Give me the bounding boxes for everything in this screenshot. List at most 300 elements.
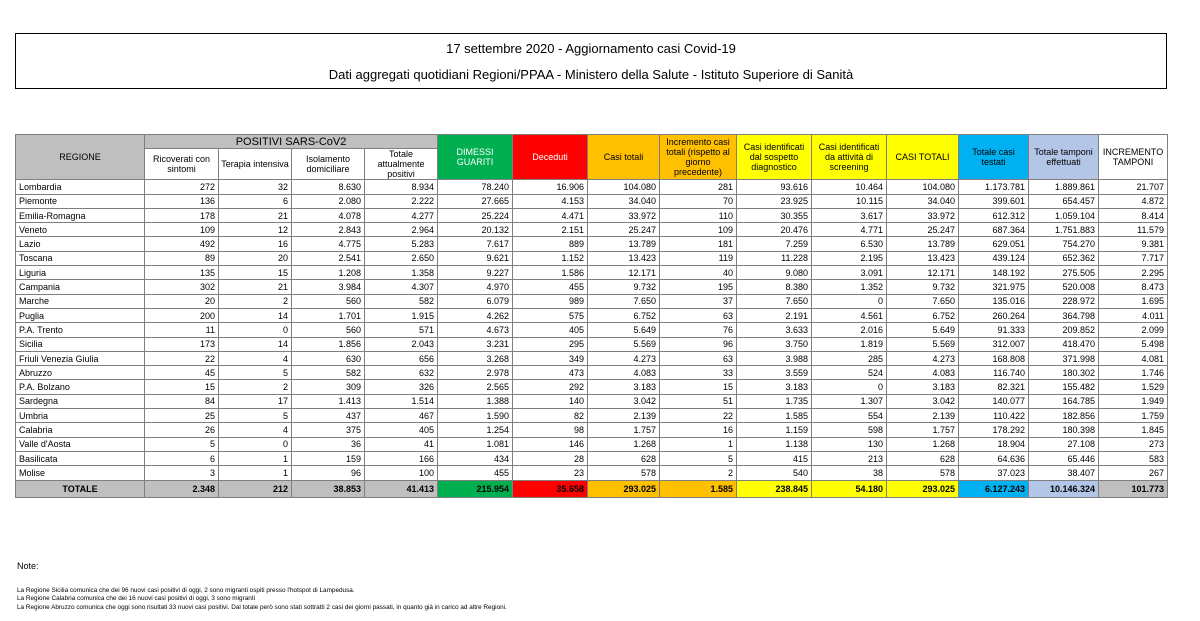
- cell-incremento: 281: [660, 180, 737, 194]
- cell-tamponi: 371.998: [1029, 351, 1099, 365]
- cell-incremento: 5: [660, 451, 737, 465]
- cell-terapia: 4: [219, 351, 292, 365]
- cell-casi-totali-2: 34.040: [887, 194, 959, 208]
- cell-isolamento: 1.856: [292, 337, 365, 351]
- cell-totale-positivi: 405: [365, 423, 438, 437]
- cell-casi-totali: 5.649: [588, 323, 660, 337]
- cell-isolamento: 560: [292, 294, 365, 308]
- cell-tamponi: 754.270: [1029, 237, 1099, 251]
- cell-screening: 1.352: [812, 280, 887, 294]
- cell-testati: 260.264: [959, 308, 1029, 322]
- cell-casi-totali: 4.273: [588, 351, 660, 365]
- cell-screening: 0: [812, 380, 887, 394]
- total-casi-totali-2: 293.025: [887, 480, 959, 497]
- cell-totale-positivi: 41: [365, 437, 438, 451]
- cell-isolamento: 4.078: [292, 208, 365, 222]
- cell-incremento-tamponi: 2.099: [1099, 323, 1168, 337]
- cell-totale-positivi: 656: [365, 351, 438, 365]
- cell-terapia: 0: [219, 437, 292, 451]
- cell-deceduti: 146: [513, 437, 588, 451]
- cell-sospetto: 415: [737, 451, 812, 465]
- table-row: [16, 380, 1168, 394]
- cell-terapia: 4: [219, 423, 292, 437]
- cell-casi-totali: 1.757: [588, 423, 660, 437]
- cell-testati: 37.023: [959, 466, 1029, 480]
- cell-incremento: 15: [660, 380, 737, 394]
- cell-incremento-tamponi: 267: [1099, 466, 1168, 480]
- cell-totale-positivi: 632: [365, 366, 438, 380]
- cell-totale-positivi: 571: [365, 323, 438, 337]
- cell-incremento-tamponi: 583: [1099, 451, 1168, 465]
- cell-testati: 18.904: [959, 437, 1029, 451]
- cell-ricoverati: 15: [145, 380, 219, 394]
- cell-sospetto: 3.183: [737, 380, 812, 394]
- cell-totale-positivi: 1.514: [365, 394, 438, 408]
- cell-sospetto: 20.476: [737, 223, 812, 237]
- cell-casi-totali-2: 3.042: [887, 394, 959, 408]
- cell-casi-totali-2: 5.649: [887, 323, 959, 337]
- cell-regione: Puglia: [16, 308, 145, 322]
- cell-sospetto: 11.228: [737, 251, 812, 265]
- header-screening: Casi identificati da attività di screening: [812, 135, 887, 180]
- cell-tamponi: 418.470: [1029, 337, 1099, 351]
- cell-testati: 1.173.781: [959, 180, 1029, 194]
- cell-testati: 82.321: [959, 380, 1029, 394]
- cell-ricoverati: 272: [145, 180, 219, 194]
- cell-incremento: 195: [660, 280, 737, 294]
- cell-dimessi: 4.262: [438, 308, 513, 322]
- cell-casi-totali: 104.080: [588, 180, 660, 194]
- header-positivi: POSITIVI SARS-CoV2: [145, 135, 438, 149]
- cell-terapia: 12: [219, 223, 292, 237]
- cell-deceduti: 98: [513, 423, 588, 437]
- cell-incremento-tamponi: 1.695: [1099, 294, 1168, 308]
- cell-terapia: 1: [219, 451, 292, 465]
- total-ricoverati: 2.348: [145, 480, 219, 497]
- header-incremento: Incremento casi totali (rispetto al giorno precedente): [660, 135, 737, 180]
- cell-isolamento: 8.630: [292, 180, 365, 194]
- cell-sospetto: 8.380: [737, 280, 812, 294]
- cell-tamponi: 209.852: [1029, 323, 1099, 337]
- cell-incremento-tamponi: 1.746: [1099, 366, 1168, 380]
- cell-ricoverati: 11: [145, 323, 219, 337]
- cell-regione: Abruzzo: [16, 366, 145, 380]
- cell-regione: Liguria: [16, 266, 145, 280]
- table-row: [16, 337, 1168, 351]
- cell-screening: 4.561: [812, 308, 887, 322]
- cell-tamponi: 364.798: [1029, 308, 1099, 322]
- cell-sospetto: 7.259: [737, 237, 812, 251]
- cell-ricoverati: 22: [145, 351, 219, 365]
- table-row: [16, 208, 1168, 222]
- cell-isolamento: 36: [292, 437, 365, 451]
- cell-regione: Piemonte: [16, 194, 145, 208]
- cell-incremento: 22: [660, 409, 737, 423]
- cell-screening: 4.771: [812, 223, 887, 237]
- cell-terapia: 21: [219, 280, 292, 294]
- total-sospetto: 238.845: [737, 480, 812, 497]
- cell-sospetto: 93.616: [737, 180, 812, 194]
- cell-testati: 312.007: [959, 337, 1029, 351]
- cell-sospetto: 3.633: [737, 323, 812, 337]
- cell-testati: 629.051: [959, 237, 1029, 251]
- cell-tamponi: 180.302: [1029, 366, 1099, 380]
- footnotes: [17, 587, 507, 612]
- cell-totale-positivi: 166: [365, 451, 438, 465]
- cell-sospetto: 23.925: [737, 194, 812, 208]
- cell-sospetto: 3.559: [737, 366, 812, 380]
- table-row: [16, 409, 1168, 423]
- header-isolamento: Isolamento domiciliare: [292, 149, 365, 180]
- cell-isolamento: 159: [292, 451, 365, 465]
- cell-casi-totali: 4.083: [588, 366, 660, 380]
- covid-data-table: [15, 134, 1168, 498]
- cell-casi-totali-2: 3.183: [887, 380, 959, 394]
- cell-casi-totali: 578: [588, 466, 660, 480]
- cell-deceduti: 140: [513, 394, 588, 408]
- cell-casi-totali: 5.569: [588, 337, 660, 351]
- header-deceduti: Deceduti: [513, 135, 588, 180]
- cell-regione: Basilicata: [16, 451, 145, 465]
- cell-tamponi: 1.889.861: [1029, 180, 1099, 194]
- cell-ricoverati: 26: [145, 423, 219, 437]
- cell-casi-totali-2: 628: [887, 451, 959, 465]
- total-isolamento: 38.853: [292, 480, 365, 497]
- cell-terapia: 20: [219, 251, 292, 265]
- cell-testati: 439.124: [959, 251, 1029, 265]
- cell-incremento: 37: [660, 294, 737, 308]
- cell-isolamento: 3.984: [292, 280, 365, 294]
- cell-totale-positivi: 582: [365, 294, 438, 308]
- cell-dimessi: 9.621: [438, 251, 513, 265]
- cell-totale-positivi: 1.915: [365, 308, 438, 322]
- cell-casi-totali: 1.268: [588, 437, 660, 451]
- cell-dimessi: 1.590: [438, 409, 513, 423]
- cell-isolamento: 582: [292, 366, 365, 380]
- cell-terapia: 14: [219, 337, 292, 351]
- cell-isolamento: 630: [292, 351, 365, 365]
- cell-casi-totali-2: 4.083: [887, 366, 959, 380]
- cell-regione: Calabria: [16, 423, 145, 437]
- cell-dimessi: 25.224: [438, 208, 513, 222]
- cell-incremento-tamponi: 1.845: [1099, 423, 1168, 437]
- table-row: [16, 323, 1168, 337]
- cell-incremento: 63: [660, 308, 737, 322]
- cell-casi-totali-2: 9.732: [887, 280, 959, 294]
- cell-isolamento: 96: [292, 466, 365, 480]
- cell-screening: 524: [812, 366, 887, 380]
- cell-sospetto: 3.988: [737, 351, 812, 365]
- cell-casi-totali-2: 5.569: [887, 337, 959, 351]
- cell-regione: P.A. Trento: [16, 323, 145, 337]
- cell-ricoverati: 84: [145, 394, 219, 408]
- cell-incremento-tamponi: 1.949: [1099, 394, 1168, 408]
- cell-isolamento: 1.413: [292, 394, 365, 408]
- total-regione: TOTALE: [16, 480, 145, 497]
- cell-regione: Emilia-Romagna: [16, 208, 145, 222]
- cell-screening: 0: [812, 294, 887, 308]
- cell-deceduti: 292: [513, 380, 588, 394]
- cell-dimessi: 20.132: [438, 223, 513, 237]
- cell-terapia: 5: [219, 409, 292, 423]
- cell-deceduti: 23: [513, 466, 588, 480]
- cell-incremento-tamponi: 1.759: [1099, 409, 1168, 423]
- cell-tamponi: 182.856: [1029, 409, 1099, 423]
- header-sospetto: Casi identificati dal sospetto diagnostico: [737, 135, 812, 180]
- cell-terapia: 2: [219, 294, 292, 308]
- cell-regione: Valle d'Aosta: [16, 437, 145, 451]
- cell-incremento: 16: [660, 423, 737, 437]
- cell-regione: Campania: [16, 280, 145, 294]
- cell-tamponi: 520.008: [1029, 280, 1099, 294]
- cell-incremento: 181: [660, 237, 737, 251]
- cell-dimessi: 434: [438, 451, 513, 465]
- cell-deceduti: 4.153: [513, 194, 588, 208]
- cell-screening: 3.091: [812, 266, 887, 280]
- header-ricoverati: Ricoverati con sintomi: [145, 149, 219, 180]
- cell-ricoverati: 89: [145, 251, 219, 265]
- cell-casi-totali-2: 2.139: [887, 409, 959, 423]
- cell-terapia: 1: [219, 466, 292, 480]
- page-title: 17 settembre 2020 - Aggiornamento casi Covid-19: [446, 41, 736, 56]
- cell-sospetto: 540: [737, 466, 812, 480]
- table-row: [16, 351, 1168, 365]
- cell-casi-totali: 3.183: [588, 380, 660, 394]
- cell-sospetto: 7.650: [737, 294, 812, 308]
- table-row: [16, 280, 1168, 294]
- cell-dimessi: 3.268: [438, 351, 513, 365]
- cell-tamponi: 164.785: [1029, 394, 1099, 408]
- cell-casi-totali-2: 6.752: [887, 308, 959, 322]
- cell-deceduti: 295: [513, 337, 588, 351]
- cell-isolamento: 437: [292, 409, 365, 423]
- cell-isolamento: 1.701: [292, 308, 365, 322]
- cell-casi-totali-2: 13.423: [887, 251, 959, 265]
- cell-deceduti: 455: [513, 280, 588, 294]
- cell-casi-totali: 7.650: [588, 294, 660, 308]
- cell-ricoverati: 20: [145, 294, 219, 308]
- cell-ricoverati: 302: [145, 280, 219, 294]
- cell-casi-totali: 3.042: [588, 394, 660, 408]
- cell-screening: 38: [812, 466, 887, 480]
- cell-terapia: 17: [219, 394, 292, 408]
- table-row: [16, 308, 1168, 322]
- cell-dimessi: 455: [438, 466, 513, 480]
- cell-sospetto: 2.191: [737, 308, 812, 322]
- cell-casi-totali: 9.732: [588, 280, 660, 294]
- cell-tamponi: 180.398: [1029, 423, 1099, 437]
- cell-testati: 64.636: [959, 451, 1029, 465]
- cell-incremento: 51: [660, 394, 737, 408]
- cell-ricoverati: 178: [145, 208, 219, 222]
- cell-totale-positivi: 4.307: [365, 280, 438, 294]
- table-row: [16, 194, 1168, 208]
- cell-totale-positivi: 2.222: [365, 194, 438, 208]
- cell-terapia: 32: [219, 180, 292, 194]
- total-testati: 6.127.243: [959, 480, 1029, 497]
- cell-deceduti: 1.152: [513, 251, 588, 265]
- cell-testati: 321.975: [959, 280, 1029, 294]
- header-dimessi: DIMESSI GUARITI: [438, 135, 513, 180]
- cell-incremento: 110: [660, 208, 737, 222]
- cell-incremento: 109: [660, 223, 737, 237]
- total-incremento: 1.585: [660, 480, 737, 497]
- cell-deceduti: 989: [513, 294, 588, 308]
- cell-regione: Umbria: [16, 409, 145, 423]
- table-row: [16, 251, 1168, 265]
- cell-regione: Lombardia: [16, 180, 145, 194]
- cell-incremento-tamponi: 8.473: [1099, 280, 1168, 294]
- cell-incremento-tamponi: 4.872: [1099, 194, 1168, 208]
- cell-ricoverati: 492: [145, 237, 219, 251]
- header-casi-totali-2: CASI TOTALI: [887, 135, 959, 180]
- cell-isolamento: 375: [292, 423, 365, 437]
- cell-testati: 612.312: [959, 208, 1029, 222]
- cell-incremento-tamponi: 11.579: [1099, 223, 1168, 237]
- table-row: [16, 466, 1168, 480]
- cell-regione: Sardegna: [16, 394, 145, 408]
- cell-casi-totali: 628: [588, 451, 660, 465]
- cell-screening: 1.819: [812, 337, 887, 351]
- cell-ricoverati: 5: [145, 437, 219, 451]
- cell-terapia: 21: [219, 208, 292, 222]
- cell-sospetto: 3.750: [737, 337, 812, 351]
- total-totale-positivi: 41.413: [365, 480, 438, 497]
- cell-deceduti: 1.586: [513, 266, 588, 280]
- cell-totale-positivi: 2.043: [365, 337, 438, 351]
- cell-testati: 399.601: [959, 194, 1029, 208]
- cell-totale-positivi: 1.358: [365, 266, 438, 280]
- cell-isolamento: 2.843: [292, 223, 365, 237]
- cell-incremento: 76: [660, 323, 737, 337]
- cell-ricoverati: 45: [145, 366, 219, 380]
- cell-dimessi: 3.231: [438, 337, 513, 351]
- cell-incremento-tamponi: 273: [1099, 437, 1168, 451]
- cell-screening: 10.115: [812, 194, 887, 208]
- cell-incremento-tamponi: 2.295: [1099, 266, 1168, 280]
- footnote: La Regione Sicilia comunica che dei 96 nuovi casi positivi di oggi, 2 sono migranti ospiti presso l'hotspot di Lampedusa.: [17, 587, 355, 594]
- cell-incremento: 2: [660, 466, 737, 480]
- cell-deceduti: 473: [513, 366, 588, 380]
- table-row: [16, 437, 1168, 451]
- cell-casi-totali-2: 578: [887, 466, 959, 480]
- cell-incremento-tamponi: 21.707: [1099, 180, 1168, 194]
- cell-casi-totali: 2.139: [588, 409, 660, 423]
- cell-casi-totali-2: 25.247: [887, 223, 959, 237]
- cell-tamponi: 1.059.104: [1029, 208, 1099, 222]
- cell-dimessi: 1.254: [438, 423, 513, 437]
- cell-casi-totali-2: 1.757: [887, 423, 959, 437]
- cell-ricoverati: 200: [145, 308, 219, 322]
- footnote: La Regione Abruzzo comunica che oggi sono risultati 33 nuovi casi positivi. Dal totale però sono stati sottratti 2 casi dei giorni passati, in quanto già in carico ad altre Regioni.: [17, 603, 507, 611]
- cell-testati: 110.422: [959, 409, 1029, 423]
- header-totale-positivi: Totale attualmente positivi: [365, 149, 438, 180]
- cell-tamponi: 228.972: [1029, 294, 1099, 308]
- cell-incremento-tamponi: 9.381: [1099, 237, 1168, 251]
- cell-dimessi: 9.227: [438, 266, 513, 280]
- cell-casi-totali: 13.423: [588, 251, 660, 265]
- cell-incremento-tamponi: 5.498: [1099, 337, 1168, 351]
- cell-tamponi: 652.362: [1029, 251, 1099, 265]
- cell-isolamento: 309: [292, 380, 365, 394]
- cell-screening: 598: [812, 423, 887, 437]
- cell-deceduti: 82: [513, 409, 588, 423]
- cell-casi-totali: 12.171: [588, 266, 660, 280]
- cell-testati: 168.808: [959, 351, 1029, 365]
- notes-label: Note:: [17, 561, 39, 571]
- table-row: [16, 180, 1168, 194]
- cell-incremento: 1: [660, 437, 737, 451]
- cell-casi-totali: 34.040: [588, 194, 660, 208]
- cell-screening: 130: [812, 437, 887, 451]
- footnote: La Regione Calabria comunica che dei 16 nuovi casi positivi di oggi, 3 sono migranti: [17, 595, 256, 603]
- cell-testati: 91.333: [959, 323, 1029, 337]
- cell-testati: 140.077: [959, 394, 1029, 408]
- cell-dimessi: 1.081: [438, 437, 513, 451]
- cell-dimessi: 4.970: [438, 280, 513, 294]
- table-row: [16, 394, 1168, 408]
- cell-casi-totali: 6.752: [588, 308, 660, 322]
- cell-dimessi: 4.673: [438, 323, 513, 337]
- cell-regione: P.A. Bolzano: [16, 380, 145, 394]
- cell-casi-totali-2: 1.268: [887, 437, 959, 451]
- cell-sospetto: 1.735: [737, 394, 812, 408]
- cell-incremento-tamponi: 8.414: [1099, 208, 1168, 222]
- cell-regione: Toscana: [16, 251, 145, 265]
- cell-regione: Molise: [16, 466, 145, 480]
- cell-dimessi: 1.388: [438, 394, 513, 408]
- header-incremento-tamponi: INCREMENTO TAMPONI: [1099, 135, 1168, 180]
- page-subtitle: Dati aggregati quotidiani Regioni/PPAA - Ministero della Salute - Istituto Superiore di Sanità: [328, 67, 854, 82]
- cell-deceduti: 2.151: [513, 223, 588, 237]
- cell-deceduti: 349: [513, 351, 588, 365]
- cell-testati: 116.740: [959, 366, 1029, 380]
- cell-ricoverati: 109: [145, 223, 219, 237]
- total-casi-totali: 293.025: [588, 480, 660, 497]
- table-row: [16, 266, 1168, 280]
- cell-screening: 10.464: [812, 180, 887, 194]
- cell-screening: 285: [812, 351, 887, 365]
- cell-terapia: 5: [219, 366, 292, 380]
- cell-incremento-tamponi: 7.717: [1099, 251, 1168, 265]
- cell-tamponi: 155.482: [1029, 380, 1099, 394]
- cell-incremento: 40: [660, 266, 737, 280]
- total-tamponi: 10.146.324: [1029, 480, 1099, 497]
- total-incremento-tamponi: 101.773: [1099, 480, 1168, 497]
- cell-totale-positivi: 100: [365, 466, 438, 480]
- cell-totale-positivi: 5.283: [365, 237, 438, 251]
- total-screening: 54.180: [812, 480, 887, 497]
- cell-screening: 554: [812, 409, 887, 423]
- cell-sospetto: 30.355: [737, 208, 812, 222]
- cell-incremento-tamponi: 4.081: [1099, 351, 1168, 365]
- cell-tamponi: 65.446: [1029, 451, 1099, 465]
- title-box: [15, 33, 1167, 89]
- cell-ricoverati: 173: [145, 337, 219, 351]
- cell-incremento-tamponi: 1.529: [1099, 380, 1168, 394]
- cell-incremento: 96: [660, 337, 737, 351]
- cell-tamponi: 27.108: [1029, 437, 1099, 451]
- cell-dimessi: 6.079: [438, 294, 513, 308]
- cell-screening: 3.617: [812, 208, 887, 222]
- cell-isolamento: 560: [292, 323, 365, 337]
- header-casi-totali: Casi totali: [588, 135, 660, 180]
- cell-tamponi: 1.751.883: [1029, 223, 1099, 237]
- cell-regione: Marche: [16, 294, 145, 308]
- totals-row: [16, 480, 1168, 497]
- cell-casi-totali-2: 4.273: [887, 351, 959, 365]
- table-row: [16, 223, 1168, 237]
